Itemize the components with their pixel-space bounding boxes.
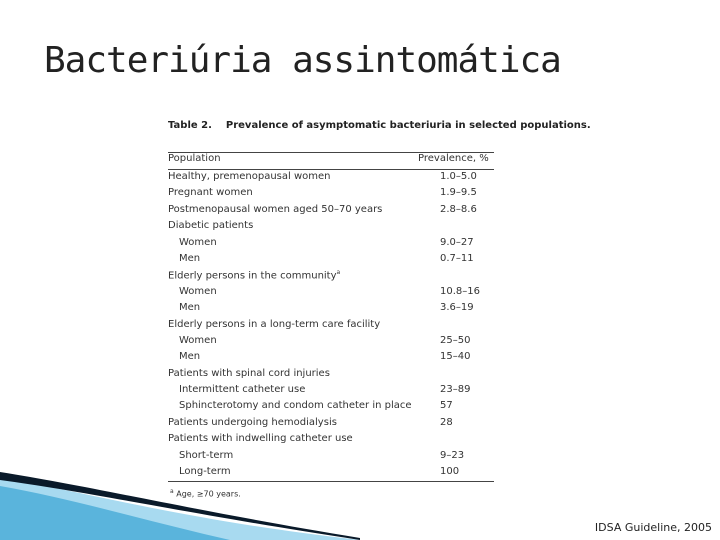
table-caption-text: Prevalence of asymptomatic bacteriuria in selected populations. bbox=[225, 120, 591, 131]
table-row bbox=[168, 400, 494, 416]
population-cell: Women bbox=[179, 236, 217, 248]
table-caption-label: Table 2. bbox=[168, 120, 212, 131]
table-row bbox=[168, 253, 494, 269]
population-cell: Postmenopausal women aged 50–70 years bbox=[168, 203, 383, 215]
decorative-swoosh bbox=[0, 450, 360, 540]
table-row bbox=[168, 204, 494, 220]
column-header-population: Population bbox=[168, 153, 221, 164]
population-cell: Long-term bbox=[179, 466, 231, 478]
table-row bbox=[168, 351, 494, 367]
prevalence-cell: 28 bbox=[440, 416, 453, 428]
table-row bbox=[168, 433, 494, 449]
population-cell: Sphincterotomy and condom catheter in place bbox=[179, 400, 412, 412]
prevalence-cell: 57 bbox=[440, 400, 453, 412]
population-cell: Short-term bbox=[179, 449, 234, 461]
population-cell: Patients undergoing hemodialysis bbox=[168, 416, 337, 428]
prevalence-cell: 1.0–5.0 bbox=[440, 171, 477, 182]
population-cell: Men bbox=[179, 302, 201, 314]
population-cell: Pregnant women bbox=[168, 187, 253, 199]
table-row bbox=[168, 286, 494, 302]
population-cell: Women bbox=[179, 334, 217, 346]
population-cell: Healthy, premenopausal women bbox=[168, 171, 331, 182]
table-caption bbox=[168, 120, 591, 131]
population-cell: Elderly persons in a long-term care facility bbox=[168, 318, 381, 330]
slide-title: Bacteriúria assintomática bbox=[44, 40, 561, 81]
table-body bbox=[168, 171, 494, 482]
table-row bbox=[168, 171, 494, 187]
prevalence-cell: 9.0–27 bbox=[440, 236, 474, 248]
prevalence-cell: 100 bbox=[440, 466, 460, 478]
table-row bbox=[168, 368, 494, 384]
table-row bbox=[168, 302, 494, 318]
footnote-marker: a bbox=[170, 488, 174, 495]
table-row bbox=[168, 384, 494, 400]
column-header-prevalence: Prevalence, % bbox=[418, 153, 489, 164]
table-row bbox=[168, 187, 494, 203]
population-cell: Patients with spinal cord injuries bbox=[168, 367, 330, 379]
prevalence-cell: 10.8–16 bbox=[440, 285, 480, 297]
table-row bbox=[168, 269, 494, 285]
prevalence-cell: 23–89 bbox=[440, 384, 471, 396]
prevalence-cell: 9–23 bbox=[440, 449, 465, 461]
footnote-ref: a bbox=[336, 269, 341, 277]
population-cell: Diabetic patients bbox=[168, 220, 254, 232]
prevalence-cell: 2.8–8.6 bbox=[440, 203, 477, 215]
prevalence-cell: 3.6–19 bbox=[440, 302, 474, 314]
prevalence-cell: 25–50 bbox=[440, 334, 471, 346]
population-cell: Intermittent catheter use bbox=[179, 384, 306, 396]
population-cell: Elderly persons in the community$^a$ bbox=[168, 269, 341, 282]
table-row bbox=[168, 220, 494, 236]
table-row bbox=[168, 237, 494, 253]
table-header-rule bbox=[168, 169, 494, 170]
table-row bbox=[168, 335, 494, 351]
table-row bbox=[168, 319, 494, 335]
prevalence-cell: 1.9–9.5 bbox=[440, 187, 477, 199]
population-cell: Men bbox=[179, 252, 201, 264]
prevalence-cell: 15–40 bbox=[440, 351, 471, 363]
table-row bbox=[168, 417, 494, 433]
prevalence-cell: 0.7–11 bbox=[440, 252, 474, 264]
source-citation: IDSA Guideline, 2005 bbox=[594, 521, 712, 534]
footnote-text: Age, ≥70 years. bbox=[173, 489, 241, 499]
population-cell: Women bbox=[179, 285, 217, 297]
population-cell: Patients with indwelling catheter use bbox=[168, 433, 353, 445]
population-cell: Men bbox=[179, 351, 201, 363]
